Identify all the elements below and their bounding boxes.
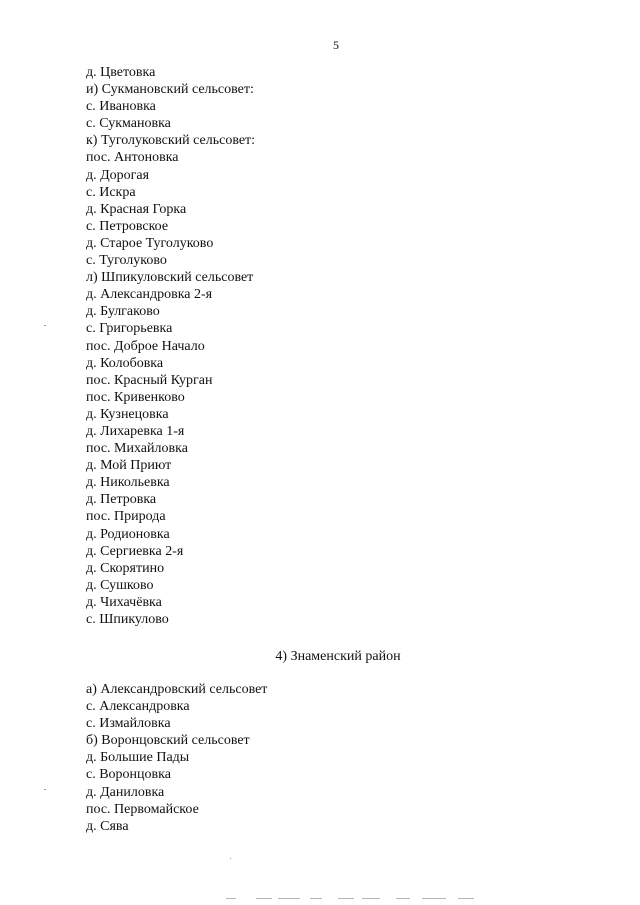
list-item: пос. Михайловка <box>86 441 188 457</box>
list-item: д. Большие Пады <box>86 750 190 766</box>
list-item: с. Сукмановка <box>86 116 171 132</box>
list-item: д. Сява <box>86 818 129 834</box>
list-item: с. Воронцовка <box>86 767 171 783</box>
list-item: и) Сукмановский сельсовет: <box>86 82 254 98</box>
list-item: пос. Кривенково <box>86 389 185 405</box>
list-item: д. Булгаково <box>86 304 160 320</box>
list-item: с. Александровка <box>86 699 190 715</box>
list-item: пос. Природа <box>86 509 166 525</box>
list-item: д. Чихачёвка <box>86 594 162 610</box>
list-item: с. Григорьевка <box>86 321 173 337</box>
list-item: пос. Первомайское <box>86 801 199 817</box>
section-heading: 4) Знаменский район <box>275 649 401 664</box>
list-item: д. Сергиевка 2-я <box>86 543 184 559</box>
scan-edge-marks <box>226 898 526 901</box>
list-item: с. Шпикулово <box>86 612 169 627</box>
list-item: с. Петровское <box>86 218 169 234</box>
list-item: к) Туголуковский сельсовет: <box>86 133 256 149</box>
list-item: д. Кузнецовка <box>86 406 169 422</box>
page-number: 5 <box>333 38 339 52</box>
list-item: д. Родионовка <box>86 526 170 542</box>
list-item: д. Даниловка <box>86 784 165 800</box>
section-settlement-list <box>86 681 267 835</box>
list-item: д. Сушково <box>86 577 154 593</box>
list-item: д. Лихаревка 1-я <box>86 423 185 439</box>
list-item: б) Воронцовский сельсовет <box>86 733 250 749</box>
list-item: с. Туголуково <box>86 253 167 269</box>
list-item: пос. Красный Курган <box>86 372 213 388</box>
list-item: д. Красная Горка <box>86 201 187 217</box>
list-item: с. Искра <box>86 184 136 200</box>
list-item: пос. Доброе Начало <box>86 338 205 354</box>
list-item: с. Измайловка <box>86 716 171 732</box>
list-item: д. Александровка 2-я <box>86 287 213 303</box>
list-item: д. Дорогая <box>86 167 150 183</box>
list-item: д. Скорятино <box>86 560 165 576</box>
scan-speck <box>44 325 46 326</box>
list-item: д. Старое Туголуково <box>86 235 214 251</box>
list-item: л) Шпикуловский сельсовет <box>86 270 254 286</box>
list-item: а) Александровский сельсовет <box>86 682 268 697</box>
list-item: д. Никольевка <box>86 475 170 491</box>
list-item: д. Петровка <box>86 492 157 508</box>
list-item: д. Мой Приют <box>86 458 172 474</box>
scan-speck <box>44 789 46 790</box>
scan-speck <box>230 858 231 859</box>
list-item: д. Колобовка <box>86 355 164 371</box>
list-item: д. Цветовка <box>86 65 156 80</box>
settlement-list <box>86 64 255 628</box>
list-item: пос. Антоновка <box>86 150 179 166</box>
list-item: с. Ивановка <box>86 99 156 115</box>
